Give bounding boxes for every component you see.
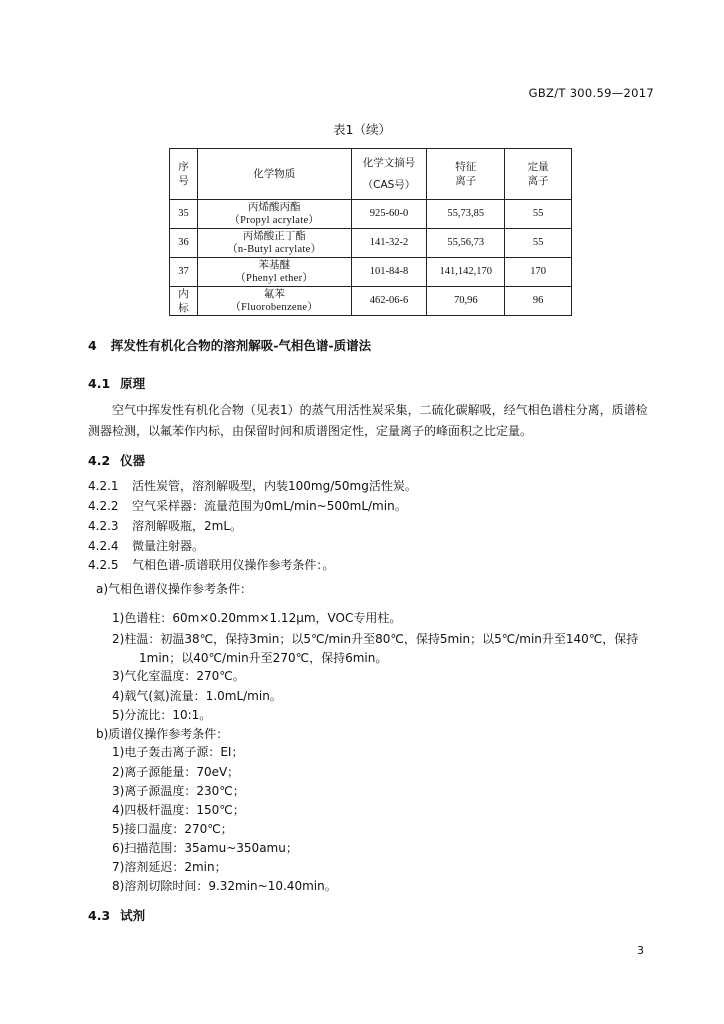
row-cas: 462-06-6 bbox=[351, 287, 427, 316]
header-no bbox=[170, 149, 198, 200]
ms-condition: 3)离子源温度：230℃； bbox=[112, 784, 245, 798]
header-quant-line2: 离子 bbox=[527, 175, 549, 187]
header-char-ions bbox=[427, 149, 505, 200]
header-quant-line1: 定量 bbox=[527, 161, 549, 173]
compound-en: （Propyl acrylate） bbox=[229, 215, 320, 226]
instrument-item bbox=[88, 517, 242, 534]
instrument-item bbox=[88, 537, 204, 554]
compound-cn: 氟苯 bbox=[263, 288, 285, 300]
table-row bbox=[170, 200, 572, 229]
table-header-row bbox=[170, 149, 572, 200]
row-no: 36 bbox=[170, 229, 198, 258]
gc-condition: 5)分流比：10:1。 bbox=[112, 708, 212, 722]
instrument-item bbox=[88, 556, 334, 573]
section-4-2-heading bbox=[88, 451, 145, 469]
gc-conditions-title: a)气相色谱仪操作参考条件： bbox=[96, 582, 253, 596]
header-char-line1: 特征 bbox=[455, 161, 477, 173]
row-char-ions: 141,142,170 bbox=[427, 258, 505, 287]
ms-conditions-title: b)质谱仪操作参考条件： bbox=[96, 727, 229, 741]
row-char-ions: 55,73,85 bbox=[427, 200, 505, 229]
header-cas bbox=[351, 149, 427, 200]
item-number: 4.2.4 bbox=[88, 539, 119, 553]
header-cas-line2: （CAS号） bbox=[362, 179, 416, 191]
row-no: 37 bbox=[170, 258, 198, 287]
item-number: 4.2.2 bbox=[88, 499, 119, 513]
ms-condition: 8)溶剂切除时间：9.32min~10.40min。 bbox=[112, 879, 337, 893]
row-quant-ion: 55 bbox=[505, 229, 572, 258]
header-char-line2: 离子 bbox=[455, 175, 477, 187]
compound-cn: 丙烯酸丙酯 bbox=[247, 201, 301, 213]
header-cas-line1: 化学文摘号 bbox=[362, 157, 416, 169]
section-4-1-heading bbox=[88, 374, 145, 392]
row-quant-ion: 55 bbox=[505, 200, 572, 229]
row-compound bbox=[197, 229, 351, 258]
row-char-ions: 55,56,73 bbox=[427, 229, 505, 258]
row-cas: 101-84-8 bbox=[351, 258, 427, 287]
item-text: 溶剂解吸瓶，2mL。 bbox=[132, 519, 243, 533]
header-no-line1: 序 bbox=[178, 161, 189, 173]
row-quant-ion: 96 bbox=[505, 287, 572, 316]
row-compound bbox=[197, 287, 351, 316]
header-quant-ion bbox=[505, 149, 572, 200]
section-4-3-heading bbox=[88, 906, 145, 924]
row-cas: 141-32-2 bbox=[351, 229, 427, 258]
section-4-title: 挥发性有机化合物的溶剂解吸-气相色谱-质谱法 bbox=[110, 338, 372, 353]
section-4-1-title: 原理 bbox=[120, 376, 146, 391]
row-no-internal bbox=[170, 287, 198, 316]
table-row bbox=[170, 258, 572, 287]
section-4-3-title: 试剂 bbox=[120, 908, 146, 923]
compound-cn: 苯基醚 bbox=[258, 259, 290, 271]
gc-condition: 1)色谱柱：60m×0.20mm×1.12μm，VOC专用柱。 bbox=[112, 611, 402, 625]
standard-id: GBZ/T 300.59—2017 bbox=[528, 86, 654, 100]
compound-table bbox=[169, 148, 572, 316]
compound-en: （Fluorobenzene） bbox=[230, 302, 319, 313]
table-row-internal-standard bbox=[170, 287, 572, 316]
internal-no-line1: 内 bbox=[178, 288, 189, 300]
gc-condition: 2)柱温：初温38℃，保持3min；以5℃/min升至80℃，保持5min；以5℃/min升至140℃，保持 bbox=[112, 632, 639, 646]
row-compound bbox=[197, 258, 351, 287]
gc-condition: 4)载气(氦)流量：1.0mL/min。 bbox=[112, 689, 282, 703]
ms-condition: 7)溶剂延迟：2min； bbox=[112, 860, 227, 874]
row-char-ions: 70,96 bbox=[427, 287, 505, 316]
row-quant-ion: 170 bbox=[505, 258, 572, 287]
compound-en: （n-Butyl acrylate） bbox=[227, 244, 322, 255]
ms-condition: 5)接口温度：270℃； bbox=[112, 822, 233, 836]
gc-condition-continued: 1min；以40℃/min升至270℃，保持6min。 bbox=[139, 651, 388, 665]
table-caption: 表1（续） bbox=[333, 122, 391, 137]
page-number: 3 bbox=[637, 944, 644, 957]
internal-no-line2: 标 bbox=[178, 302, 189, 314]
table-row bbox=[170, 229, 572, 258]
instrument-item bbox=[88, 497, 407, 514]
item-text: 微量注射器。 bbox=[132, 539, 205, 553]
row-cas: 925-60-0 bbox=[351, 200, 427, 229]
ms-condition: 6)扫描范围：35amu~350amu； bbox=[112, 841, 298, 855]
section-4-1-number: 4.1 bbox=[88, 376, 111, 391]
row-compound bbox=[197, 200, 351, 229]
compound-cn: 丙烯酸正丁酯 bbox=[242, 230, 306, 242]
section-4-2-title: 仪器 bbox=[120, 453, 146, 468]
row-no: 35 bbox=[170, 200, 198, 229]
item-number: 4.2.5 bbox=[88, 558, 119, 572]
header-compound: 化学物质 bbox=[197, 149, 351, 200]
item-number: 4.2.3 bbox=[88, 519, 119, 533]
item-text: 空气采样器：流量范围为0mL/min~500mL/min。 bbox=[132, 499, 407, 513]
section-4-heading bbox=[88, 336, 371, 354]
item-text: 活性炭管，溶剂解吸型，内装100mg/50mg活性炭。 bbox=[132, 479, 417, 493]
ms-condition: 1)电子轰击离子源：EI； bbox=[112, 745, 244, 759]
instrument-item bbox=[88, 477, 417, 494]
compound-en: （Phenyl ether） bbox=[235, 273, 314, 284]
ms-condition: 2)离子源能量：70eV； bbox=[112, 765, 240, 779]
header-no-line2: 号 bbox=[178, 175, 189, 187]
section-4-3-number: 4.3 bbox=[88, 908, 111, 923]
item-number: 4.2.1 bbox=[88, 479, 119, 493]
ms-condition: 4)四极杆温度：150℃； bbox=[112, 803, 245, 817]
item-text: 气相色谱-质谱联用仪操作参考条件：。 bbox=[132, 558, 335, 572]
principle-paragraph: 空气中挥发性有机化合物（见表1）的蒸气用活性炭采集，二硫化碳解吸，经气相色谱柱分离，质谱检测器检测，以氟苯作内标，由保留时间和质谱图定性，定量离子的峰面积之比定量。 bbox=[88, 403, 648, 438]
section-4-2-number: 4.2 bbox=[88, 453, 111, 468]
gc-condition: 3)气化室温度：270℃。 bbox=[112, 669, 245, 683]
section-4-number: 4 bbox=[88, 338, 97, 353]
